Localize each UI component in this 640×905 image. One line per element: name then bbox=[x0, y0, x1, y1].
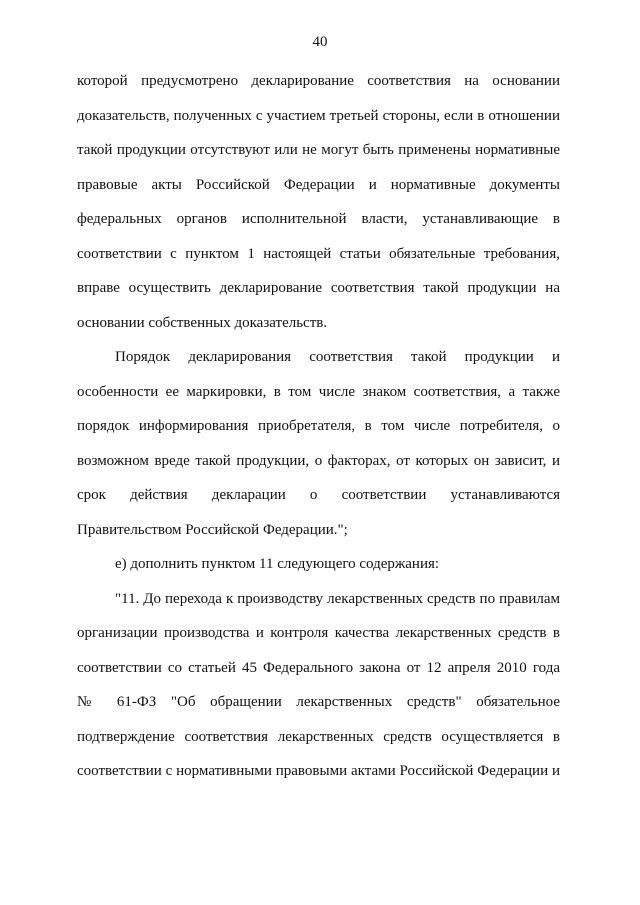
text-line: "11. До перехода к производству лекарственных средств по правилам bbox=[115, 590, 560, 607]
paragraph-1 bbox=[77, 64, 560, 340]
text-line: федеральных органов исполнительной власти, устанавливающие в bbox=[77, 211, 560, 227]
text-line: основании собственных доказательств. bbox=[77, 314, 328, 331]
document-body bbox=[77, 64, 560, 789]
text-line: № 61-ФЗ "Об обращении лекарственных средств" обязательное bbox=[77, 694, 560, 710]
text-line: соответствии со статьей 45 Федерального закона от 12 апреля 2010 года bbox=[77, 659, 560, 676]
paragraph-3 bbox=[77, 547, 560, 582]
text-line: порядок информирования приобретателя, в том числе потребителя, о bbox=[77, 418, 560, 434]
text-line: подтверждение соответствия лекарственных средств осуществляется в bbox=[77, 728, 560, 745]
text-line: срок действия декларации о соответствии устанавливаются bbox=[77, 487, 560, 503]
text-line: доказательств, полученных с участием третьей стороны, если в отношении bbox=[77, 107, 560, 124]
text-line: вправе осуществить декларирование соответствия такой продукции на bbox=[77, 280, 560, 296]
text-line: Правительством Российской Федерации."; bbox=[77, 521, 348, 538]
text-line: соответствии с нормативными правовыми актами Российской Федерации и bbox=[77, 763, 560, 779]
text-line: которой предусмотрено декларирование соответствия на основании bbox=[77, 73, 560, 89]
text-line: организации производства и контроля качества лекарственных средств в bbox=[77, 625, 560, 641]
text-line: возможном вреде такой продукции, о факторах, от которых он зависит, и bbox=[77, 452, 560, 469]
text-line: такой продукции отсутствуют или не могут быть применены нормативные bbox=[77, 142, 560, 158]
text-line: соответствии с пунктом 1 настоящей статьи обязательные требования, bbox=[77, 245, 560, 262]
paragraph-4 bbox=[77, 582, 560, 789]
text-line: особенности ее маркировки, в том числе знаком соответствия, а также bbox=[77, 383, 560, 400]
page-number: 40 bbox=[312, 34, 328, 50]
text-line: правовые акты Российской Федерации и нормативные документы bbox=[77, 176, 560, 193]
text-line: е) дополнить пунктом 11 следующего содержания: bbox=[115, 556, 440, 572]
paragraph-2 bbox=[77, 340, 560, 547]
text-line: Порядок декларирования соответствия такой продукции и bbox=[115, 349, 560, 365]
